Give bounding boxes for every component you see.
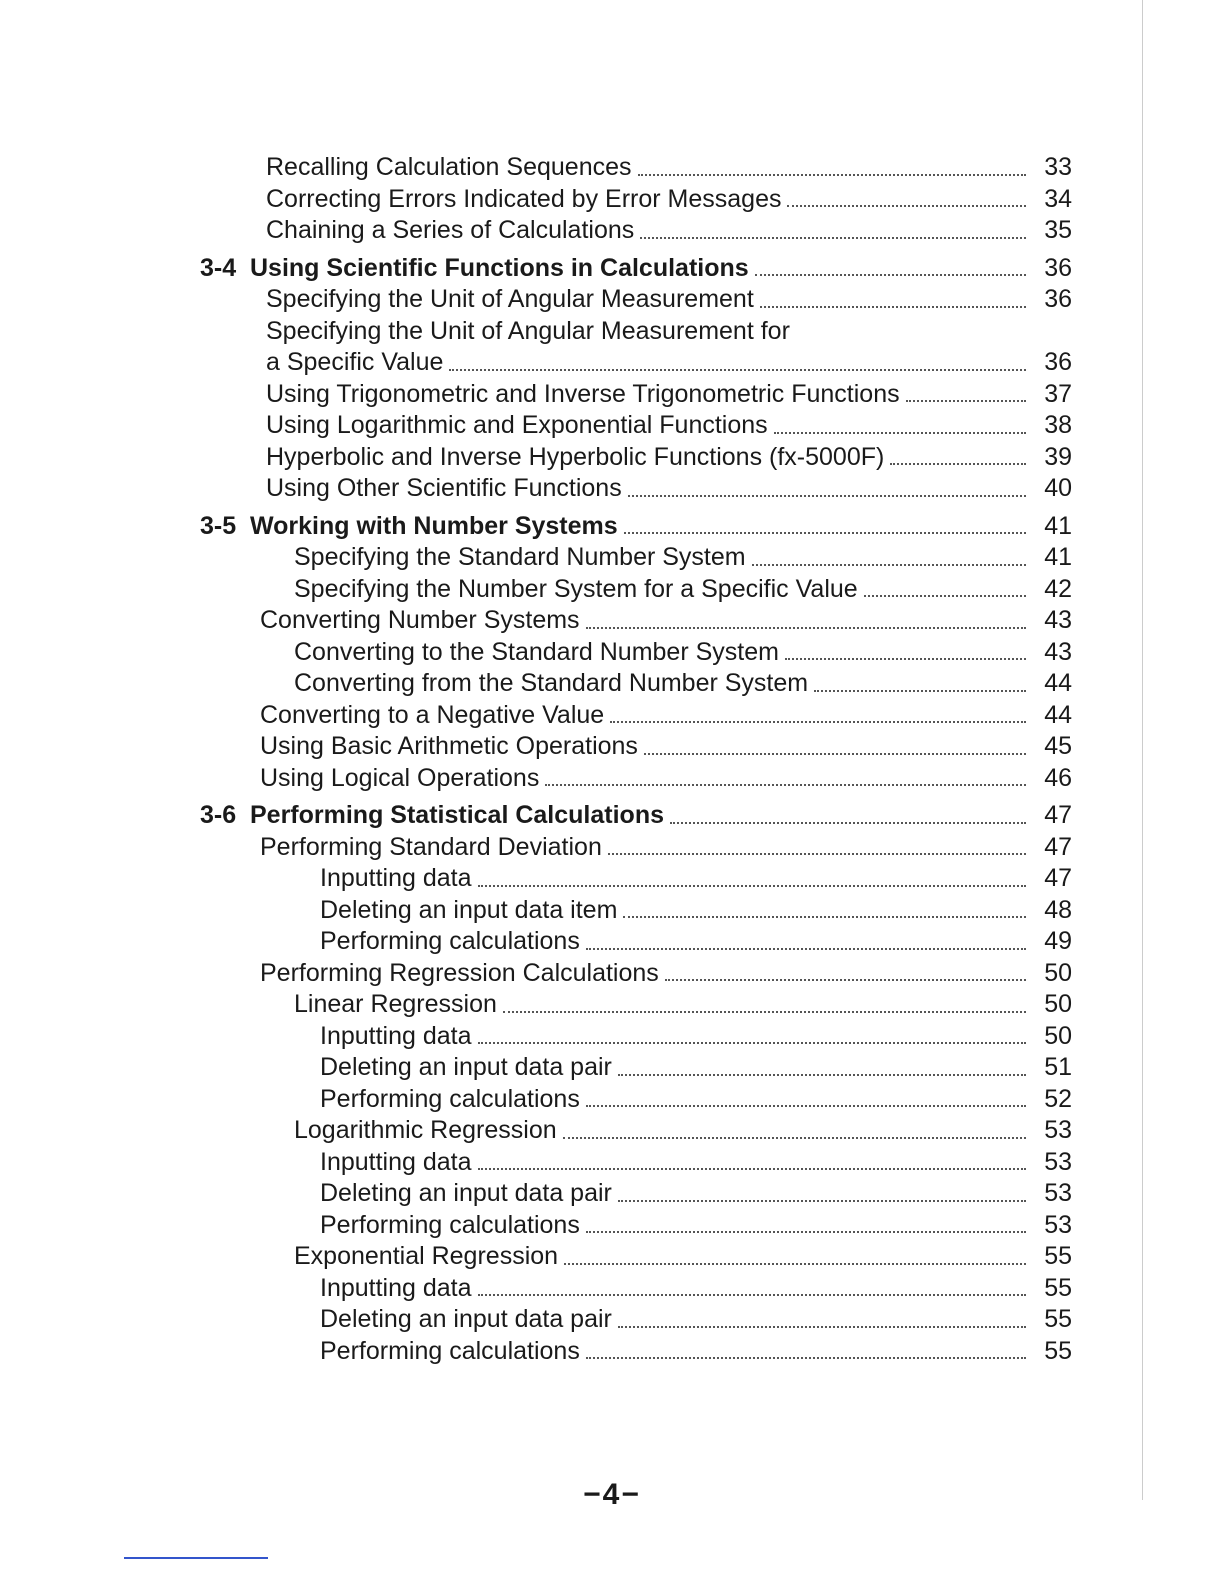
page-reference: 36 [1044, 285, 1072, 313]
page-reference: 45 [1044, 732, 1072, 760]
entry-title: Chaining a Series of Calculations [266, 216, 635, 244]
section-title: Working with Number Systems [250, 511, 618, 540]
entry-title: Logarithmic Regression [294, 1116, 557, 1144]
dot-leader [638, 173, 1026, 176]
toc-entry [200, 184, 1072, 216]
entry-title: Performing Standard Deviation [260, 832, 602, 861]
page-reference: 47 [1044, 832, 1072, 861]
entry-title: Using Logical Operations [260, 763, 540, 792]
entry-title: Converting to the Standard Number System [294, 637, 779, 666]
page-reference: 39 [1044, 442, 1072, 471]
dot-leader [864, 594, 1026, 597]
page-reference: 36 [1044, 253, 1072, 282]
dot-leader [586, 1104, 1026, 1107]
dot-leader [906, 399, 1026, 402]
page-reference: 55 [1044, 1336, 1072, 1365]
toc-entry [200, 284, 1072, 316]
dot-leader [564, 1262, 1026, 1265]
page-reference: 34 [1044, 184, 1072, 213]
toc-entry [200, 731, 1072, 763]
dot-leader [586, 626, 1026, 629]
toc-section-entry [200, 800, 1072, 832]
entry-title: Correcting Errors Indicated by Error Messages [266, 184, 782, 213]
toc-entry [200, 316, 1072, 348]
entry-title: Deleting an input data item [320, 895, 618, 924]
toc-entry [200, 347, 1072, 379]
dot-leader [478, 1041, 1026, 1044]
page-reference: 38 [1044, 411, 1072, 439]
dot-leader [665, 978, 1026, 981]
page-reference: 49 [1044, 927, 1072, 955]
entry-title: Deleting an input data pair [320, 1179, 612, 1207]
dot-leader [478, 1167, 1026, 1170]
entry-title: Inputting data [320, 1273, 472, 1302]
entry-title: Linear Regression [294, 990, 497, 1018]
toc-entry [200, 1178, 1072, 1210]
page-reference: 36 [1044, 348, 1072, 376]
entry-title: Converting from the Standard Number System [294, 669, 809, 697]
page-reference: 50 [1044, 1021, 1072, 1050]
page-number: −4− [583, 1478, 641, 1511]
page-reference: 41 [1044, 511, 1072, 540]
dot-leader [503, 1010, 1026, 1013]
toc-entry [200, 863, 1072, 895]
entry-title: Performing calculations [320, 1210, 580, 1239]
toc-entry [200, 700, 1072, 732]
toc-entry [200, 832, 1072, 864]
entry-title: Deleting an input data pair [320, 1305, 612, 1333]
toc-entry [200, 637, 1072, 669]
toc-entry [200, 574, 1072, 606]
dot-leader [545, 783, 1026, 786]
page-reference: 35 [1044, 216, 1072, 244]
page-reference: 48 [1044, 895, 1072, 924]
dot-leader [586, 1356, 1026, 1359]
entry-title: Performing calculations [320, 1336, 580, 1365]
dot-leader [628, 494, 1026, 497]
toc-entry [200, 895, 1072, 927]
dot-leader [640, 236, 1026, 239]
toc-entry [200, 1336, 1072, 1368]
entry-title: Hyperbolic and Inverse Hyperbolic Functions (fx-5000F) [266, 442, 885, 471]
entry-title: Using Other Scientific Functions [266, 474, 622, 502]
entry-title: Performing Regression Calculations [260, 958, 659, 987]
page-reference: 52 [1044, 1084, 1072, 1113]
page-reference: 37 [1044, 379, 1072, 408]
toc-entry [200, 1273, 1072, 1305]
toc-entry [200, 152, 1072, 184]
page-reference: 42 [1044, 574, 1072, 603]
page-reference: 51 [1044, 1053, 1072, 1081]
dot-leader [608, 852, 1026, 855]
page-reference: 55 [1044, 1273, 1072, 1302]
entry-title: Using Trigonometric and Inverse Trigonometric Functions [266, 379, 900, 408]
dot-leader [787, 204, 1026, 207]
toc-section-entry [200, 253, 1072, 285]
toc-entry [200, 926, 1072, 958]
page-reference: 53 [1044, 1179, 1072, 1207]
page-reference: 41 [1044, 543, 1072, 571]
table-of-contents [200, 152, 1072, 1367]
page-reference: 53 [1044, 1210, 1072, 1239]
page-reference: 43 [1044, 606, 1072, 634]
entry-title: Performing calculations [320, 927, 580, 955]
page-reference: 47 [1044, 864, 1072, 892]
entry-title: Specifying the Number System for a Specific Value [294, 574, 858, 603]
toc-entry [200, 215, 1072, 247]
toc-entry [200, 442, 1072, 474]
entry-title: Specifying the Unit of Angular Measurement [266, 285, 754, 313]
page-reference: 53 [1044, 1147, 1072, 1176]
entry-title: Exponential Regression [294, 1242, 559, 1270]
dot-leader [618, 1325, 1026, 1328]
dot-leader [752, 563, 1026, 566]
entry-title: a Specific Value [266, 348, 444, 376]
page-reference: 43 [1044, 637, 1072, 666]
toc-entry [200, 473, 1072, 505]
dot-leader [586, 1230, 1026, 1233]
toc-entry [200, 605, 1072, 637]
page-edge-line [1142, 0, 1143, 1500]
toc-entry [200, 1021, 1072, 1053]
toc-entry [200, 1241, 1072, 1273]
dot-leader [563, 1136, 1026, 1139]
page-reference: 47 [1044, 801, 1072, 829]
entry-title: Converting to a Negative Value [260, 700, 605, 729]
corner-rule [124, 1557, 268, 1559]
toc-entry [200, 668, 1072, 700]
toc-entry [200, 958, 1072, 990]
page-reference: 40 [1044, 474, 1072, 502]
page-reference: 44 [1044, 669, 1072, 697]
toc-entry [200, 1147, 1072, 1179]
dot-leader [618, 1199, 1026, 1202]
toc-entry [200, 379, 1072, 411]
dot-leader [618, 1073, 1026, 1076]
page-reference: 55 [1044, 1305, 1072, 1333]
dot-leader [670, 821, 1026, 824]
entry-title: Inputting data [320, 864, 472, 892]
page-reference: 50 [1044, 958, 1072, 987]
toc-entry [200, 989, 1072, 1021]
entry-title: Specifying the Standard Number System [294, 543, 746, 571]
section-number: 3-4 [200, 253, 237, 282]
entry-title: Performing calculations [320, 1084, 580, 1113]
toc-entry [200, 1115, 1072, 1147]
entry-title: Inputting data [320, 1021, 472, 1050]
dot-leader [890, 462, 1026, 465]
toc-entry [200, 410, 1072, 442]
dot-leader [449, 368, 1026, 371]
entry-title: Inputting data [320, 1147, 472, 1176]
dot-leader [610, 720, 1026, 723]
section-title: Using Scientific Functions in Calculations [250, 253, 749, 282]
dot-leader [785, 657, 1026, 660]
dot-leader [478, 1293, 1026, 1296]
dot-leader [760, 305, 1026, 308]
dot-leader [624, 531, 1026, 534]
entry-title: Using Logarithmic and Exponential Functions [266, 411, 768, 439]
page-reference: 44 [1044, 700, 1072, 729]
dot-leader [586, 947, 1026, 950]
page-reference: 50 [1044, 990, 1072, 1018]
toc-entry [200, 1210, 1072, 1242]
page-reference: 33 [1044, 153, 1072, 181]
toc-entry [200, 1084, 1072, 1116]
page-reference: 46 [1044, 763, 1072, 792]
entry-title: Specifying the Unit of Angular Measurement for [266, 316, 790, 345]
toc-entry [200, 1052, 1072, 1084]
section-number: 3-5 [200, 511, 237, 540]
entry-title: Recalling Calculation Sequences [266, 153, 632, 181]
entry-title: Converting Number Systems [260, 606, 580, 634]
section-title: Performing Statistical Calculations [250, 801, 664, 829]
section-number: 3-6 [200, 801, 237, 829]
dot-leader [623, 915, 1026, 918]
dot-leader [814, 689, 1026, 692]
entry-title: Using Basic Arithmetic Operations [260, 732, 638, 760]
toc-entry [200, 1304, 1072, 1336]
entry-title: Deleting an input data pair [320, 1053, 612, 1081]
dot-leader [755, 273, 1026, 276]
toc-entry [200, 542, 1072, 574]
page-reference: 53 [1044, 1116, 1072, 1144]
dot-leader [774, 431, 1026, 434]
dot-leader [644, 752, 1026, 755]
page-reference: 55 [1044, 1242, 1072, 1270]
toc-entry [200, 763, 1072, 795]
toc-section-entry [200, 511, 1072, 543]
dot-leader [478, 884, 1026, 887]
